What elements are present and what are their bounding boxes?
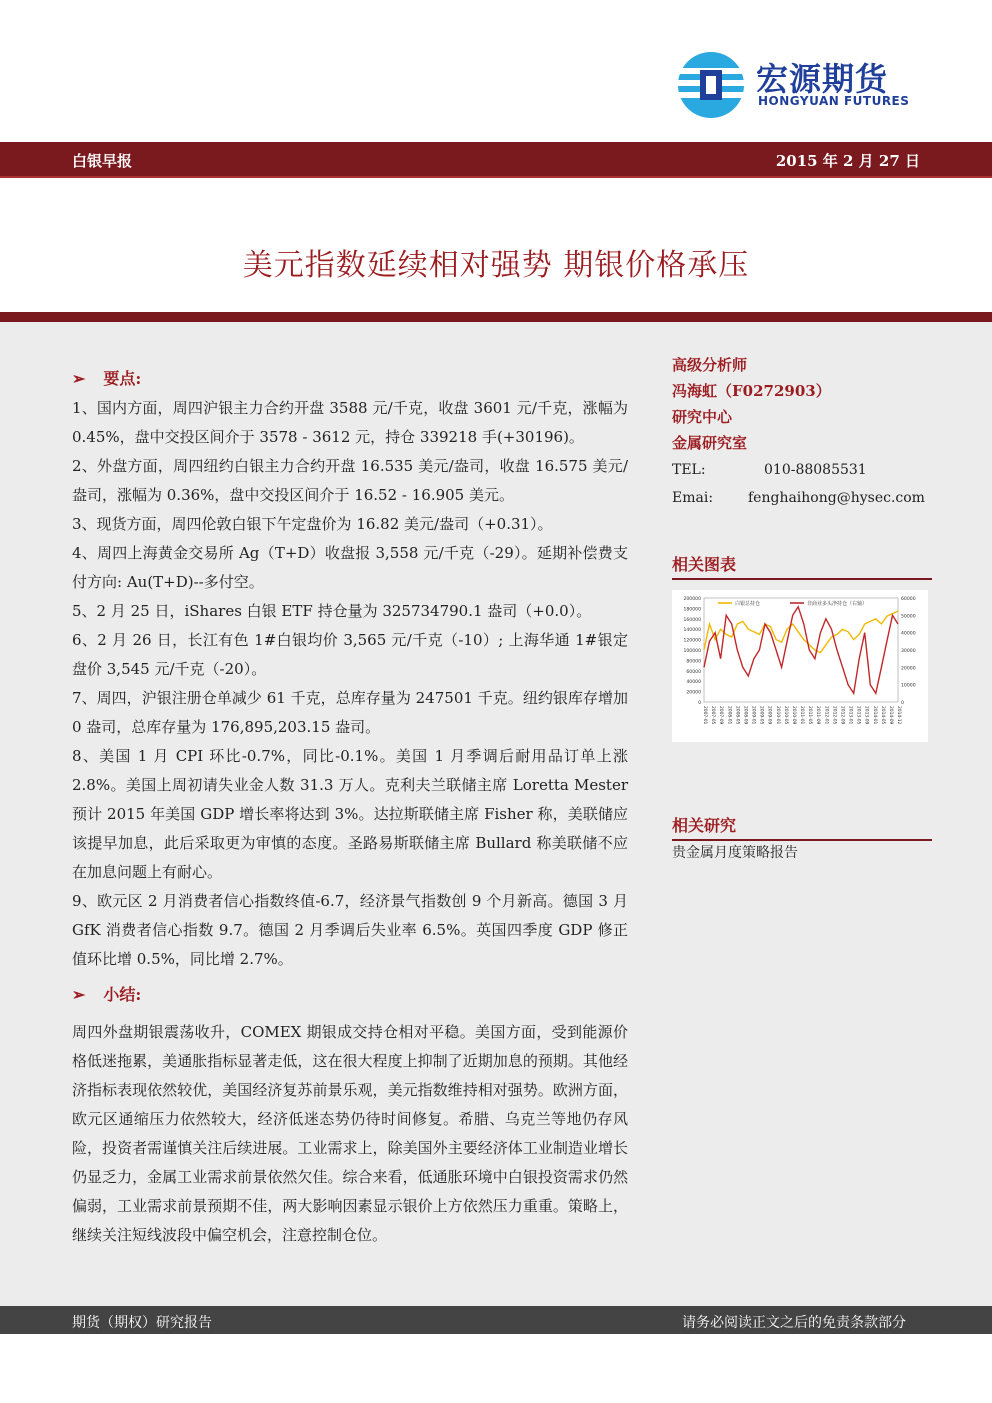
x-tick-label: 2014-05 [879, 706, 885, 725]
analyst-dept: 研究中心 [672, 408, 733, 426]
key-point-item: 8、美国 1 月 CPI 环比-0.7%，同比-0.1%。美国 1 月季调后耐用品订单上涨 2.8%。美国上周初请失业金人数 31.3 万人。克利夫兰联储主席 Loretta Mester 预计 2015 年美国 GDP 增长率将达到 3%。达拉斯联储主席 Fisher 称，美联储应该提早加息，此后采取更为审慎的态度。圣路易斯联储主席 Bullard 称美联储不应在加息问题上有耐心。 [72, 747, 628, 881]
x-tick-label: 2013-01 [847, 706, 853, 725]
x-tick-label: 2012-05 [831, 706, 837, 725]
x-tick-label: 2009-09 [766, 706, 772, 725]
legend-label-1: 白银总持仓 [735, 601, 761, 607]
arrow-bullet-icon: ➢ [72, 369, 86, 388]
brand-logo [676, 50, 926, 120]
x-tick-label: 2010-05 [782, 706, 788, 725]
footer-left: 期货（期权）研究报告 [72, 1315, 212, 1331]
y-left-tick-label: 80000 [686, 659, 701, 665]
x-tick-label: 2010-09 [790, 706, 796, 725]
tel-row [672, 456, 932, 484]
sidebar [672, 352, 932, 512]
x-tick-label: 2007-05 [710, 706, 716, 725]
analyst-title: 高级分析师 [672, 356, 748, 374]
report-type: 白银早报 [72, 152, 133, 170]
y-left-tick-label: 160000 [683, 617, 701, 623]
hongyuan-logo-icon [676, 50, 746, 120]
summary-heading: ➢ 小结: [72, 985, 142, 1004]
body-divider [0, 312, 992, 322]
header-bar [0, 142, 992, 178]
key-point-item: 7、周四，沪银注册仓单减少 61 千克，总库存量为 247501 千克。纽约银库存增加 0 盎司，总库存量为 176,895,203.15 盎司。 [72, 689, 628, 736]
legend-label-2: 非商业多头净持仓（右轴） [807, 601, 868, 607]
y-right-tick-label: 30000 [901, 649, 916, 654]
y-left-tick-label: 180000 [683, 607, 701, 613]
footer-bar [0, 1306, 992, 1334]
x-tick-label: 2011-09 [815, 706, 821, 725]
x-tick-label: 2014-12 [896, 706, 901, 725]
key-points-list [72, 394, 628, 974]
key-point-item: 3、现货方面，周四伦敦白银下午定盘价为 16.82 美元/盎司（+0.31）。 [72, 515, 553, 533]
y-left-tick-label: 200000 [683, 597, 701, 602]
y-left-tick-label: 120000 [683, 638, 701, 644]
y-left-tick-label: 100000 [683, 649, 701, 654]
y-left-tick-label: 140000 [683, 628, 701, 634]
x-tick-label: 2013-05 [855, 706, 861, 725]
brand-name-en: HONGYUAN FUTURES [758, 94, 910, 108]
key-point-item: 9、欧元区 2 月消费者信心指数终值-6.7，经济景气指数创 9 个月新高。德国 3 月 GfK 消费者信心指数 9.7。德国 2 月季调后失业率 6.5%。英国四季度 GDP 修正值环比增 0.5%，同比增 2.7%。 [72, 892, 628, 968]
email-row [672, 484, 932, 512]
key-point-item: 4、周四上海黄金交易所 Ag（T+D）收盘报 3,558 元/千克（-29）。延期补偿费支付方向: Au(T+D)--多付空。 [72, 544, 628, 591]
y-left-tick-label: 40000 [686, 680, 701, 686]
x-tick-label: 2014-09 [887, 706, 893, 725]
x-tick-label: 2012-01 [823, 706, 829, 725]
y-left-tick-label: 0 [698, 701, 701, 706]
arrow-bullet-icon: ➢ [72, 985, 86, 1004]
y-right-tick-label: 10000 [901, 683, 916, 689]
y-right-tick-label: 60000 [901, 597, 916, 602]
x-tick-label: 2011-01 [799, 706, 804, 725]
tel-label: TEL: [672, 462, 706, 478]
footer-disclaimer[interactable]: 请务必阅读正文之后的免责条款部分 [682, 1315, 906, 1331]
x-tick-label: 2014-01 [871, 706, 877, 725]
y-right-tick-label: 20000 [901, 666, 916, 672]
analyst-name: 冯海虹（F0272903） [672, 382, 831, 400]
y-left-tick-label: 60000 [686, 669, 701, 675]
email-link[interactable]: fenghaihong@hysec.com [748, 490, 925, 506]
analyst-subdept: 金属研究室 [672, 434, 748, 452]
x-tick-label: 2008-09 [742, 706, 748, 725]
summary-text: 周四外盘期银震荡收升，COMEX 期银成交持仓相对平稳。美国方面，受到能源价格低迷拖累，美通胀指标显著走低，这在很大程度上抑制了近期加息的预期。其他经济指标表现依然较优，美国经济复苏前景乐观，美元指数维持相对强势。欧洲方面，欧元区通缩压力依然较大，经济低迷态势仍待时间修复。希腊、乌克兰等地仍存风险，投资者需谨慎关注后续进展。工业需求上，除美国外主要经济体工业制造业增长仍显乏力，金属工业需求前景依然欠佳。综合来看，低通胀环境中白银投资需求仍然偏弱，工业需求前景预期不佳，两大影响因素显示银价上方依然压力重重。策略上，继续关注短线波段中偏空机会，注意控制仓位。 [72, 1023, 628, 1244]
related-research-link[interactable]: 贵金属月度策略报告 [672, 845, 798, 861]
x-tick-label: 2010-01 [774, 706, 780, 725]
main-column [72, 364, 628, 1250]
positions-chart [672, 590, 928, 742]
tel-value: 010-88085531 [764, 462, 867, 478]
x-tick-label: 2012-09 [839, 706, 845, 725]
y-left-tick-label: 20000 [686, 690, 701, 696]
related-research-heading: 相关研究 [672, 813, 932, 841]
x-tick-label: 2009-05 [758, 706, 764, 725]
report-body [0, 312, 992, 1306]
related-chart [672, 590, 928, 742]
key-point-item: 5、2 月 25 日，iShares 白银 ETF 持仓量为 325734790.1 盎司（+0.0）。 [72, 602, 592, 620]
y-right-tick-label: 50000 [901, 614, 916, 620]
x-tick-label: 2007-09 [718, 706, 724, 725]
x-tick-label: 2013-09 [863, 706, 869, 725]
brand-name-cn: 宏源期货 [756, 60, 889, 98]
x-tick-label: 2009-01 [750, 706, 756, 725]
x-tick-label: 2007-01 [702, 706, 707, 725]
page-title: 美元指数延续相对强势 期银价格承压 [242, 248, 750, 283]
key-point-item: 6、2 月 26 日，长江有色 1#白银均价 3,565 元/千克（-10）; 上海华通 1#银定盘价 3,545 元/千克（-20）。 [72, 631, 628, 678]
title-zone [0, 178, 992, 312]
y-right-tick-label: 0 [901, 701, 904, 706]
x-tick-label: 2008-01 [726, 706, 732, 725]
key-point-item: 2、外盘方面，周四纽约白银主力合约开盘 16.535 美元/盎司，收盘 16.575 美元/盎司，涨幅为 0.36%，盘中交投区间介于 16.52 - 16.905 美元。 [72, 457, 628, 504]
report-date: 2015 年 2 月 27 日 [775, 152, 920, 170]
y-right-tick-label: 40000 [901, 631, 916, 637]
x-tick-label: 2011-05 [807, 706, 813, 725]
key-point-item: 1、国内方面，周四沪银主力合约开盘 3588 元/千克，收盘 3601 元/千克，涨幅为 0.45%，盘中交投区间介于 3578 - 3612 元，持仓 339218 手(+30196)。 [72, 399, 628, 446]
related-chart-heading: 相关图表 [672, 552, 932, 580]
email-label: Emai: [672, 490, 714, 506]
key-points-heading: ➢ 要点: [72, 369, 142, 388]
x-tick-label: 2008-05 [734, 706, 740, 725]
